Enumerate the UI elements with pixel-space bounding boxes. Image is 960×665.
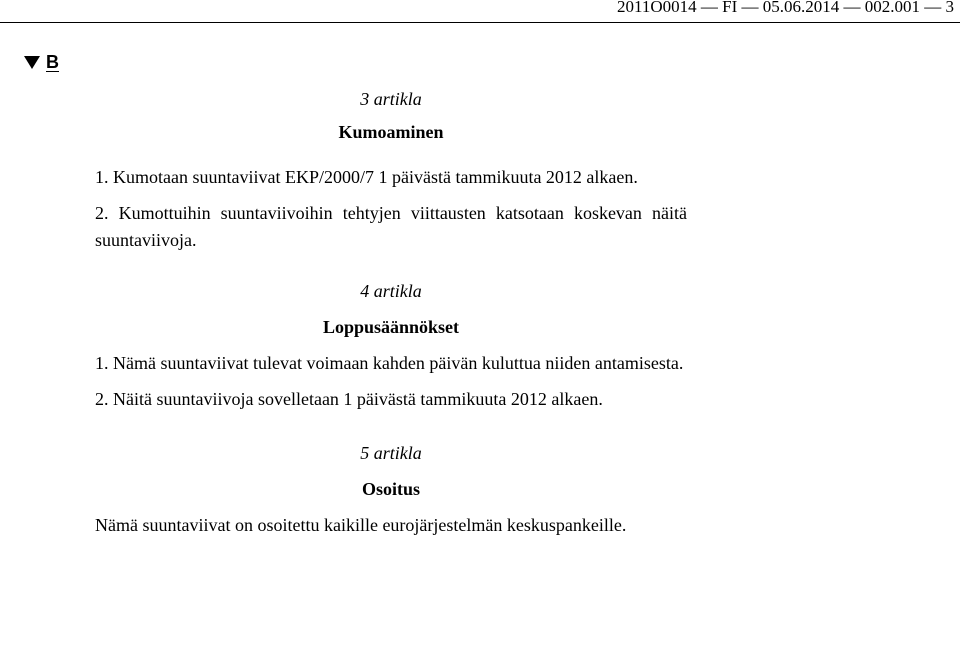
article-paragraph: 1. Nämä suuntaviivat tulevat voimaan kahden päivän kuluttua niiden antamisesta.: [95, 353, 684, 373]
article-paragraph: Nämä suuntaviivat on osoitettu kaikille eurojärjestelmän keskuspankeille.: [95, 515, 627, 535]
page-header: [0, 0, 960, 23]
document-body: [95, 86, 687, 539]
article-title: Loppusäännökset: [322, 317, 460, 337]
article-3: [95, 86, 687, 254]
article-number: 4 artikla: [360, 281, 422, 301]
article-number: 3 artikla: [360, 89, 422, 109]
document-reference: 2011O0014 — FI — 05.06.2014 — 002.001 — 3: [616, 0, 954, 16]
article-4: [95, 278, 687, 413]
triangle-down-icon: [24, 56, 40, 69]
article-number: 5 artikla: [360, 443, 422, 463]
article-paragraph: 2. Kumottuihin suuntaviivoihin tehtyjen viittausten katsotaan koskevan näitä suuntaviivoja.: [95, 203, 687, 250]
article-paragraph: 2. Näitä suuntaviivoja sovelletaan 1 päivästä tammikuuta 2012 alkaen.: [95, 389, 603, 409]
article-title: Osoitus: [361, 479, 421, 499]
amendment-marker: [24, 50, 59, 74]
article-paragraph: 1. Kumotaan suuntaviivat EKP/2000/7 1 päivästä tammikuuta 2012 alkaen.: [95, 167, 638, 187]
article-5: [95, 440, 687, 539]
article-title: Kumoaminen: [338, 122, 444, 142]
amendment-marker-label[interactable]: B: [46, 52, 59, 72]
